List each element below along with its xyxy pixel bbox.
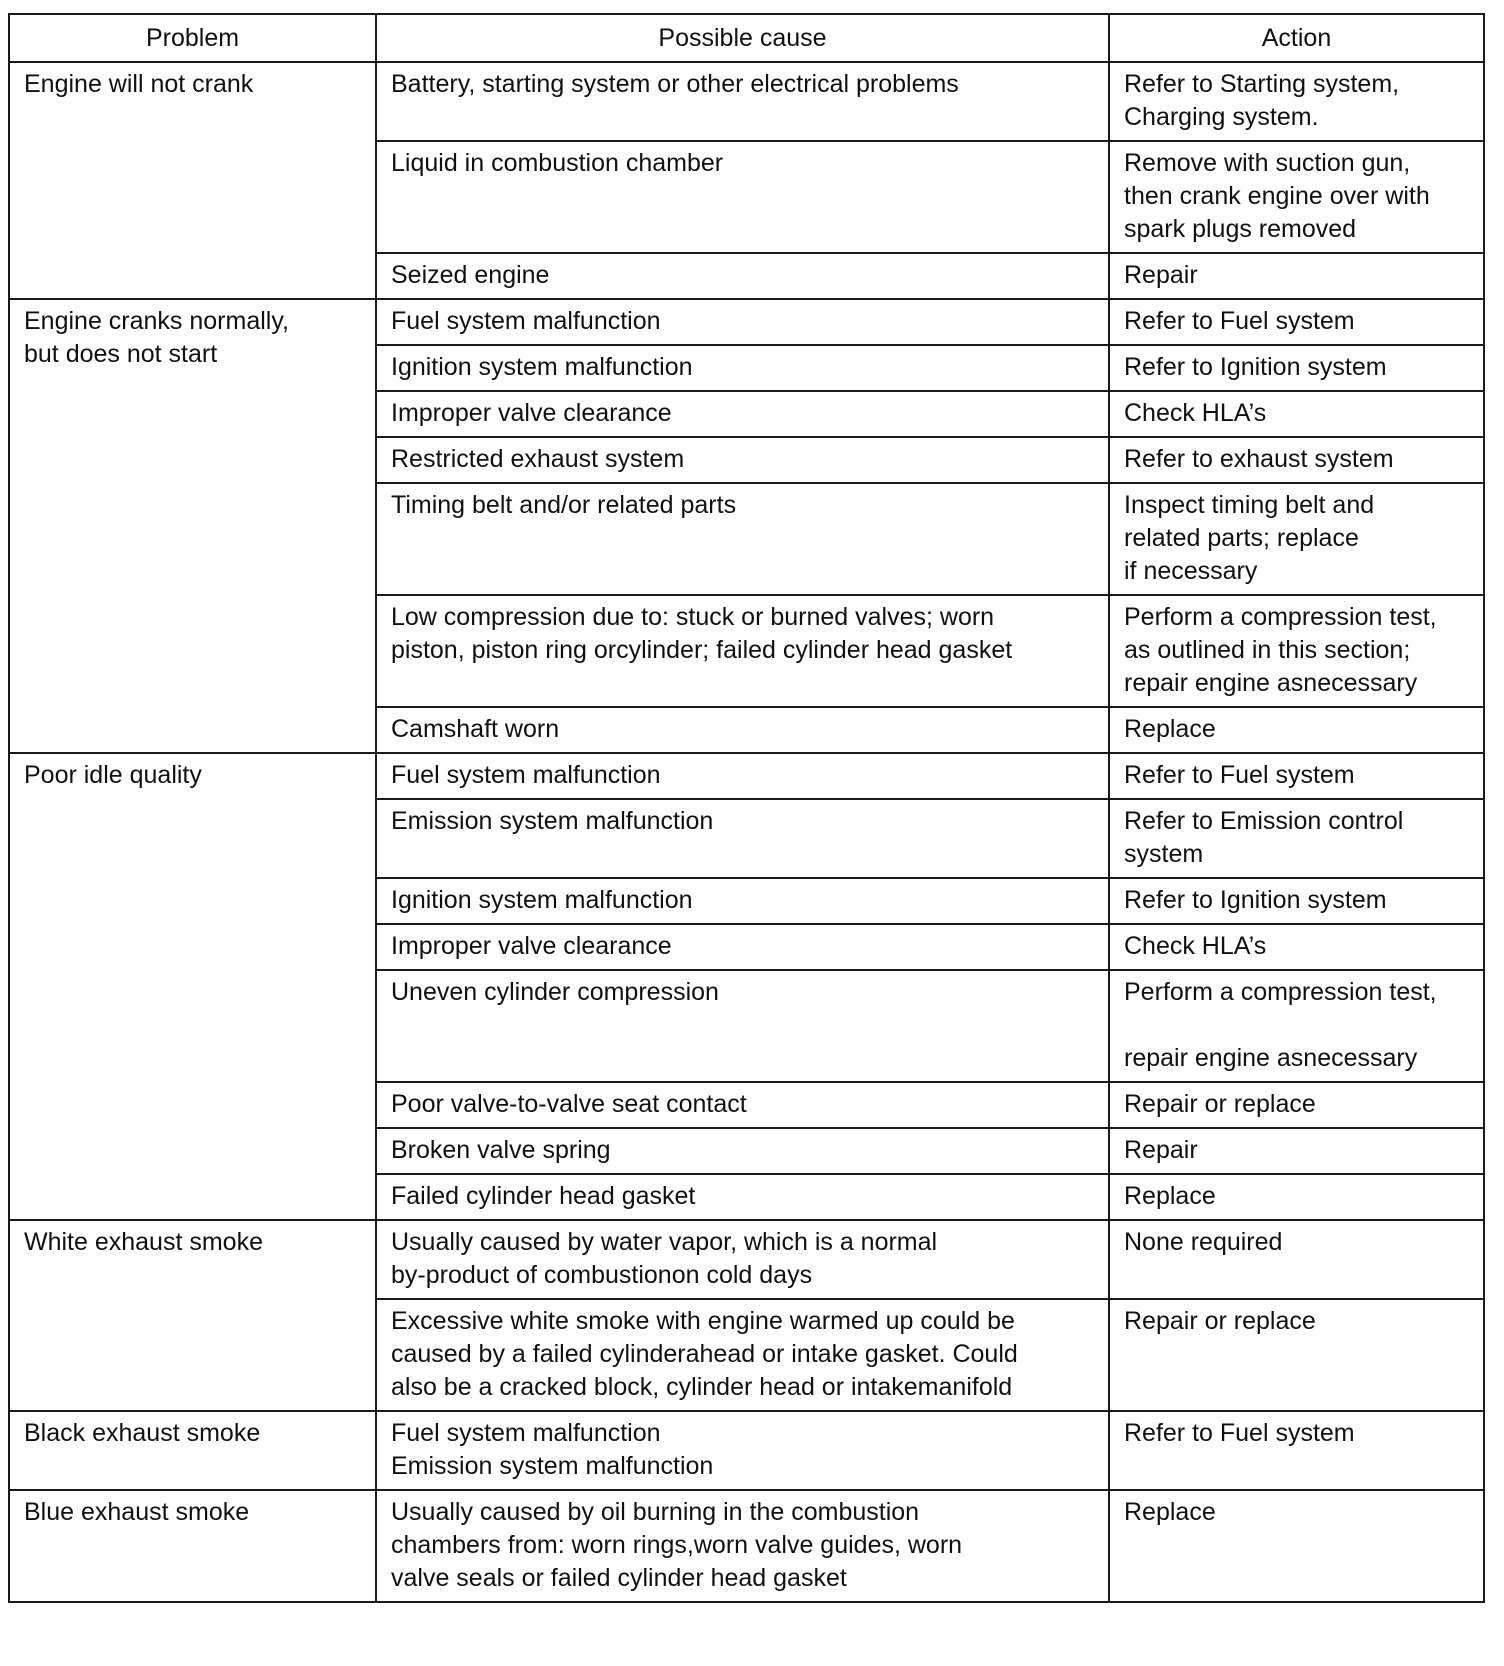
cause-cell xyxy=(376,1411,1109,1490)
cause-cell xyxy=(376,878,1109,924)
problem-cell xyxy=(9,753,376,1220)
cell-line: Excessive white smoke with engine warmed up could be xyxy=(391,1307,1015,1335)
cell-line: caused by a failed cylinderahead or intake gasket. Could xyxy=(391,1340,1018,1368)
cell-line: then crank engine over with xyxy=(1124,182,1430,210)
cell-line: Poor valve-to-valve seat contact xyxy=(391,1090,747,1118)
action-cell xyxy=(1109,924,1484,970)
action-cell xyxy=(1109,707,1484,753)
cell-line: Fuel system malfunction xyxy=(391,1419,661,1447)
table-row xyxy=(9,299,1484,345)
action-cell xyxy=(1109,595,1484,707)
cell-line: Refer to exhaust system xyxy=(1124,445,1394,473)
cell-line: Replace xyxy=(1124,1182,1216,1210)
action-cell xyxy=(1109,753,1484,799)
cell-line: repair engine asnecessary xyxy=(1124,1044,1418,1072)
cell-line: spark plugs removed xyxy=(1124,215,1357,243)
cell-line: Timing belt and/or related parts xyxy=(391,491,737,519)
cell-line: Black exhaust smoke xyxy=(24,1419,261,1447)
cell-line: but does not start xyxy=(24,340,218,368)
cause-cell xyxy=(376,1082,1109,1128)
problem-cell xyxy=(9,62,376,299)
cause-cell xyxy=(376,1174,1109,1220)
cause-cell xyxy=(376,483,1109,595)
header-row xyxy=(9,14,1484,62)
cell-line: Repair or replace xyxy=(1124,1307,1316,1335)
action-cell xyxy=(1109,1220,1484,1299)
cell-line: repair engine asnecessary xyxy=(1124,669,1418,697)
action-header: Action xyxy=(1109,14,1484,62)
cell-line: Engine cranks normally, xyxy=(24,307,289,335)
cell-line: Broken valve spring xyxy=(391,1136,611,1164)
problem-cell xyxy=(9,1220,376,1411)
cell-line: also be a cracked block, cylinder head or intakemanifold xyxy=(391,1373,1013,1401)
action-cell xyxy=(1109,799,1484,878)
cell-line: Repair or replace xyxy=(1124,1090,1316,1118)
cell-line: chambers from: worn rings,worn valve guides, worn xyxy=(391,1531,963,1559)
cell-line: White exhaust smoke xyxy=(24,1228,263,1256)
cell-line: Improper valve clearance xyxy=(391,932,672,960)
cause-cell xyxy=(376,62,1109,141)
cause-cell xyxy=(376,1299,1109,1411)
cell-line: Charging system. xyxy=(1124,103,1319,131)
cell-line: Seized engine xyxy=(391,261,550,289)
cell-line: Uneven cylinder compression xyxy=(391,978,719,1006)
cell-line xyxy=(1124,1009,1469,1042)
cell-line: Refer to Fuel system xyxy=(1124,1419,1355,1447)
cause-cell xyxy=(376,799,1109,878)
action-cell xyxy=(1109,878,1484,924)
problem-header: Problem xyxy=(9,14,376,62)
cell-line: Replace xyxy=(1124,1498,1216,1526)
action-cell xyxy=(1109,299,1484,345)
table-row xyxy=(9,62,1484,141)
cause-cell xyxy=(376,1490,1109,1602)
cause-cell xyxy=(376,924,1109,970)
cell-line: Emission system malfunction xyxy=(391,1452,714,1480)
cell-line: Low compression due to: stuck or burned valves; worn xyxy=(391,603,995,631)
cell-line: related parts; replace xyxy=(1124,524,1359,552)
cell-line: Check HLA’s xyxy=(1124,932,1267,960)
action-cell xyxy=(1109,437,1484,483)
action-cell xyxy=(1109,253,1484,299)
cause-cell xyxy=(376,141,1109,253)
cell-line: Restricted exhaust system xyxy=(391,445,685,473)
action-cell xyxy=(1109,1299,1484,1411)
cell-line: Usually caused by water vapor, which is a normal xyxy=(391,1228,938,1256)
cell-line: Check HLA’s xyxy=(1124,399,1267,427)
cell-line: Perform a compression test, xyxy=(1124,978,1437,1006)
cause-cell xyxy=(376,391,1109,437)
cause-cell xyxy=(376,707,1109,753)
action-cell xyxy=(1109,141,1484,253)
cell-line: Fuel system malfunction xyxy=(391,761,661,789)
cause-cell xyxy=(376,437,1109,483)
cause-cell xyxy=(376,1220,1109,1299)
action-cell xyxy=(1109,1411,1484,1490)
action-cell xyxy=(1109,391,1484,437)
cause-cell xyxy=(376,753,1109,799)
cell-line: Usually caused by oil burning in the combustion xyxy=(391,1498,920,1526)
action-cell xyxy=(1109,345,1484,391)
cell-line: Replace xyxy=(1124,715,1216,743)
cell-line: Fuel system malfunction xyxy=(391,307,661,335)
cell-line: system xyxy=(1124,840,1204,868)
table-row xyxy=(9,1490,1484,1602)
action-cell xyxy=(1109,1128,1484,1174)
troubleshooting-table xyxy=(8,13,1485,1603)
cell-line: by-product of combustionon cold days xyxy=(391,1261,813,1289)
action-cell xyxy=(1109,1174,1484,1220)
cause-cell xyxy=(376,299,1109,345)
cell-line: Refer to Ignition system xyxy=(1124,886,1387,914)
cell-line: Ignition system malfunction xyxy=(391,353,693,381)
cell-line: Repair xyxy=(1124,1136,1198,1164)
cell-line: if necessary xyxy=(1124,557,1258,585)
cell-line: Poor idle quality xyxy=(24,761,202,789)
cell-line: as outlined in this section; xyxy=(1124,636,1411,664)
cell-line: Repair xyxy=(1124,261,1198,289)
cell-line: Liquid in combustion chamber xyxy=(391,149,724,177)
cell-line: Inspect timing belt and xyxy=(1124,491,1375,519)
cell-line: None required xyxy=(1124,1228,1283,1256)
cell-line: piston, piston ring orcylinder; failed cylinder head gasket xyxy=(391,636,1013,664)
cause-header: Possible cause xyxy=(376,14,1109,62)
cell-line: Refer to Emission control xyxy=(1124,807,1404,835)
action-cell xyxy=(1109,1082,1484,1128)
cause-cell xyxy=(376,1128,1109,1174)
cell-line: Battery, starting system or other electrical problems xyxy=(391,70,959,98)
cause-cell xyxy=(376,970,1109,1082)
cell-line: Emission system malfunction xyxy=(391,807,714,835)
cell-line: Refer to Fuel system xyxy=(1124,307,1355,335)
cell-line: valve seals or failed cylinder head gasket xyxy=(391,1564,847,1592)
cell-line: Remove with suction gun, xyxy=(1124,149,1411,177)
table-row xyxy=(9,1220,1484,1299)
problem-cell xyxy=(9,1411,376,1490)
cell-line: Refer to Fuel system xyxy=(1124,761,1355,789)
cell-line: Engine will not crank xyxy=(24,70,254,98)
problem-cell xyxy=(9,1490,376,1602)
cell-line: Blue exhaust smoke xyxy=(24,1498,250,1526)
cell-line: Failed cylinder head gasket xyxy=(391,1182,696,1210)
action-cell xyxy=(1109,62,1484,141)
cell-line: Camshaft worn xyxy=(391,715,560,743)
cell-line: Refer to Starting system, xyxy=(1124,70,1400,98)
table-row xyxy=(9,753,1484,799)
cause-cell xyxy=(376,253,1109,299)
cell-line: Perform a compression test, xyxy=(1124,603,1437,631)
cause-cell xyxy=(376,595,1109,707)
problem-cell xyxy=(9,299,376,753)
action-cell xyxy=(1109,970,1484,1082)
cell-line: Ignition system malfunction xyxy=(391,886,693,914)
table-body xyxy=(9,62,1484,1602)
cell-line: Refer to Ignition system xyxy=(1124,353,1387,381)
table-row xyxy=(9,1411,1484,1490)
action-cell xyxy=(1109,483,1484,595)
action-cell xyxy=(1109,1490,1484,1602)
cell-line: Improper valve clearance xyxy=(391,399,672,427)
cause-cell xyxy=(376,345,1109,391)
